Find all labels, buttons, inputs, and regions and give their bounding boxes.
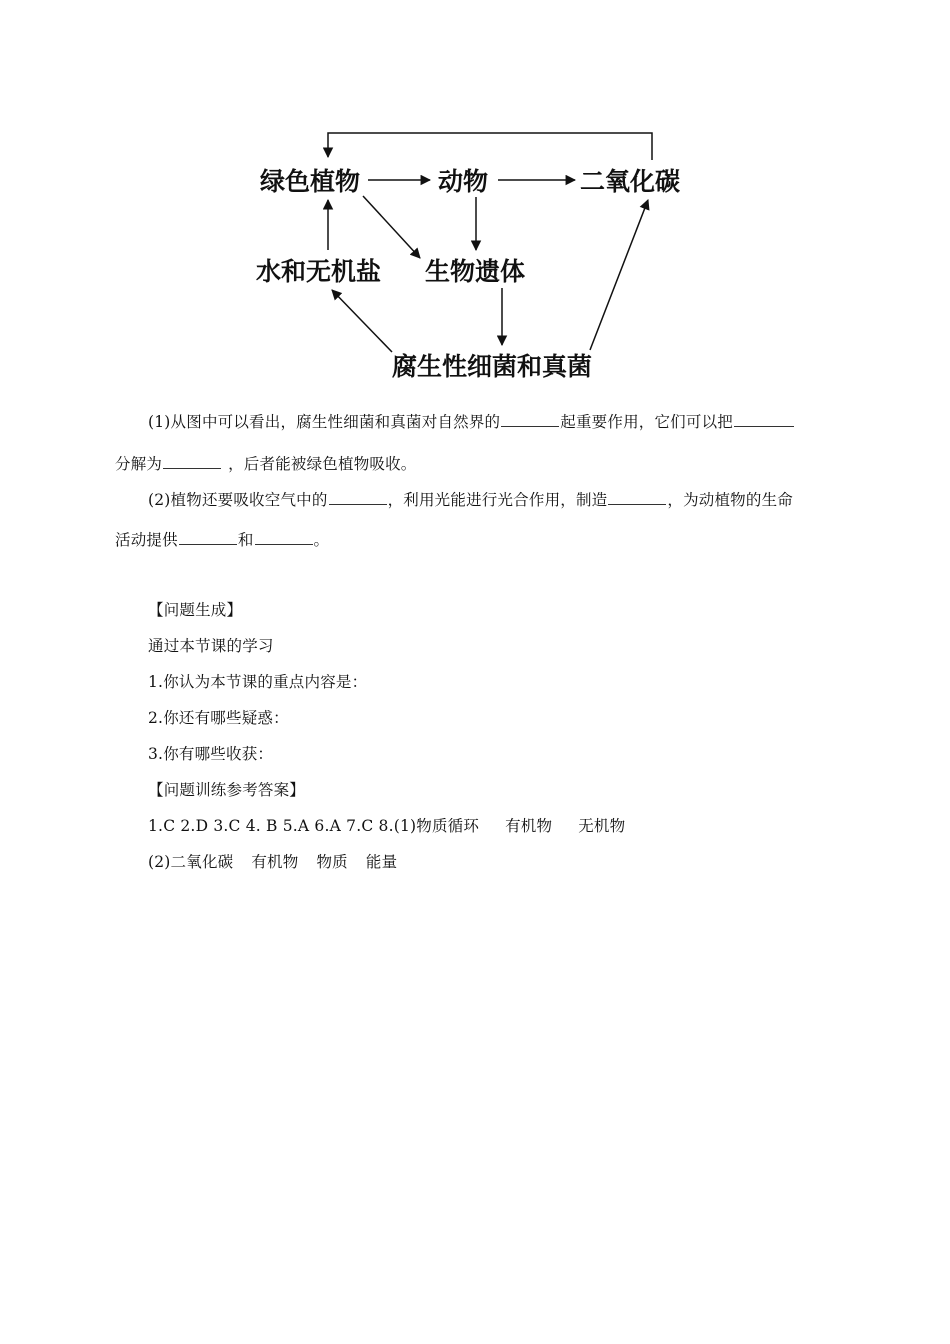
question-2-line-1 xyxy=(148,488,793,510)
answers-line2-part4: 能量 xyxy=(365,853,398,871)
question-2-prefix: (2)植物还要吸收空气中的 xyxy=(148,491,328,509)
node-organism-remains: 生物遗体 xyxy=(425,257,526,286)
question-1-prefix: (1)从图中可以看出，腐生性细菌和真菌对自然界的 xyxy=(148,413,501,431)
node-co2: 二氧化碳 xyxy=(580,167,681,196)
blank-q2-c[interactable] xyxy=(179,529,237,546)
blank-q2-a[interactable] xyxy=(329,489,387,506)
answers-line-1 xyxy=(148,814,625,836)
reflection-heading: 【问题生成】 xyxy=(148,601,243,619)
arrow-decomposers-to-co2 xyxy=(590,200,648,350)
question-1-line2-b: ，后者能被绿色植物吸收。 xyxy=(228,455,417,473)
question-1-mid: 起重要作用，它们可以把 xyxy=(560,413,733,431)
blank-q2-d[interactable] xyxy=(255,529,313,546)
question-2-line2-a: 活动提供 xyxy=(115,531,178,549)
question-1-line-1 xyxy=(148,410,795,432)
blank-q1-b[interactable] xyxy=(734,411,794,428)
reflection-intro: 通过本节课的学习 xyxy=(148,637,274,655)
answers-line2-part3: 物质 xyxy=(316,853,348,871)
reflection-item-1: 1.你认为本节课的重点内容是： xyxy=(148,673,368,691)
answers-line1-part2: 有机物 xyxy=(505,817,553,835)
question-1-line2-a: 分解为 xyxy=(115,455,163,473)
arrow-decomposers-to-water xyxy=(332,290,392,352)
arrow-plants-to-remains xyxy=(363,196,420,258)
node-water-salts: 水和无机盐 xyxy=(256,257,382,286)
answers-line2-part2: 有机物 xyxy=(251,853,299,871)
question-2-mid2: ，为动植物的生命 xyxy=(667,491,793,509)
blank-q2-b[interactable] xyxy=(608,489,666,506)
question-2-line2-c: 。 xyxy=(313,531,330,549)
question-2-line2-b: 和 xyxy=(237,531,254,549)
arrow-co2-to-plants xyxy=(328,133,652,160)
question-2-line-2 xyxy=(115,528,329,550)
reflection-item-2: 2.你还有哪些疑惑： xyxy=(148,709,289,727)
answers-line1-part3: 无机物 xyxy=(578,817,626,835)
node-green-plants: 绿色植物 xyxy=(260,167,361,196)
answers-line2-part1: (2)二氧化碳 xyxy=(148,853,234,871)
answers-line1-part1: 1.C 2.D 3.C 4. B 5.A 6.A 7.C 8.(1)物质循环 xyxy=(148,817,480,835)
question-1-line-2 xyxy=(115,452,417,474)
node-decomposers: 腐生性细菌和真菌 xyxy=(392,352,593,381)
answers-heading: 【问题训练参考答案】 xyxy=(148,781,306,799)
reflection-item-3: 3.你有哪些收获： xyxy=(148,745,274,763)
question-2-mid1: ，利用光能进行光合作用，制造 xyxy=(387,491,608,509)
node-animals: 动物 xyxy=(438,167,489,196)
material-cycle-diagram xyxy=(240,120,700,390)
answers-line-2 xyxy=(148,850,397,872)
blank-q1-a[interactable] xyxy=(501,411,559,428)
blank-q1-c[interactable] xyxy=(163,453,221,470)
